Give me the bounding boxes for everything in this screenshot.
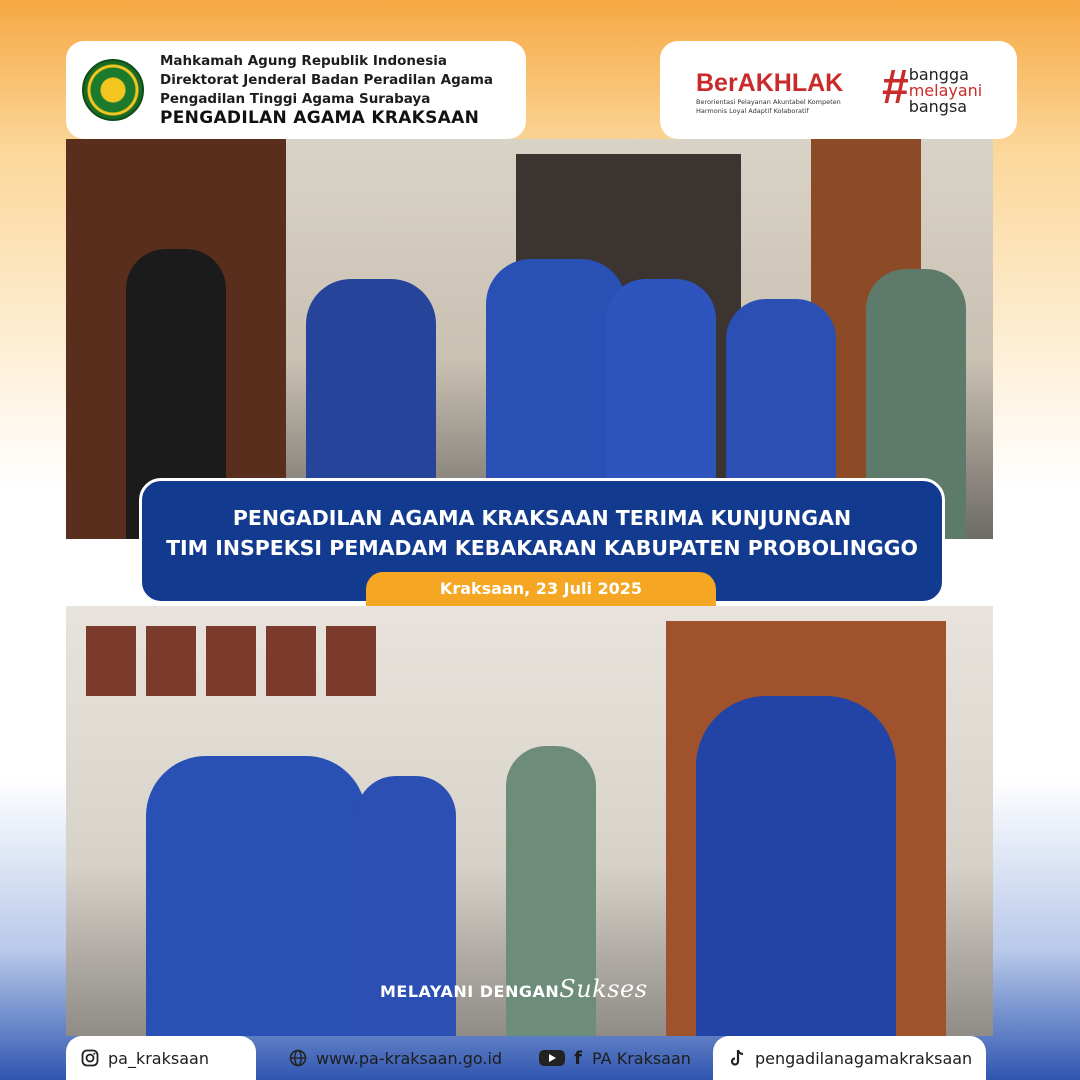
bangsa-word: bangsa [908, 97, 968, 116]
institution-card [66, 41, 526, 139]
website-link[interactable] [288, 1048, 502, 1068]
globe-icon [288, 1048, 308, 1068]
motto [380, 975, 648, 1003]
motto-text: MELAYANI DENGAN [380, 982, 560, 1001]
facebook-name: PA Kraksaan [592, 1048, 691, 1068]
youtube-icon [538, 1048, 566, 1068]
instagram-icon [80, 1048, 100, 1068]
facebook-icon: f [574, 1047, 582, 1069]
footer-bar [66, 1036, 1017, 1080]
bangga-melayani-logo [882, 63, 982, 115]
firefighter-red-cap [696, 696, 896, 1036]
headline-line-1: PENGADILAN AGAMA KRAKSAAN TERIMA KUNJUNGAN [232, 506, 852, 530]
tiktok-handle: pengadilanagamakraksaan [754, 1048, 973, 1068]
youtube-facebook-link[interactable] [538, 1048, 691, 1068]
tiktok-icon [727, 1048, 747, 1068]
org-line-1: Mahkamah Agung Republik Indonesia [160, 53, 447, 69]
headline-line-2: TIM INSPEKSI PEMADAM KEBAKARAN KABUPATEN PROBOLINGGO [166, 536, 918, 560]
values-card [660, 41, 1017, 139]
date-badge: Kraksaan, 23 Juli 2025 [366, 572, 716, 606]
melayani-word: melayani [908, 81, 983, 100]
instagram-link[interactable] [66, 1036, 256, 1080]
institution-text [160, 52, 493, 128]
court-name: PENGADILAN AGAMA KRAKSAAN [160, 108, 480, 128]
org-line-3: Pengadilan Tinggi Agama Surabaya [160, 91, 431, 107]
firefighter-back [146, 756, 366, 1036]
instagram-handle: pa_kraksaan [108, 1048, 209, 1068]
motto-script: Sukses [559, 975, 648, 1003]
tiktok-link[interactable] [713, 1036, 986, 1080]
hashtag-symbol: # [882, 61, 909, 114]
bangga-word: bangga [908, 65, 969, 84]
portrait-row [86, 626, 376, 696]
berakhlak-tagline: Berorientasi Pelayanan Akuntabel Kompeten Harmonis Loyal Adaptif Kolaboratif [696, 98, 841, 115]
berakhlak-word: BerAKHLAK [696, 69, 844, 97]
court-seal-logo [82, 59, 144, 121]
berakhlak-logo [696, 69, 866, 116]
website-url: www.pa-kraksaan.go.id [316, 1048, 503, 1068]
org-line-2: Direktorat Jenderal Badan Peradilan Agama [160, 72, 494, 88]
photo-inspection-hallway [66, 606, 993, 1036]
